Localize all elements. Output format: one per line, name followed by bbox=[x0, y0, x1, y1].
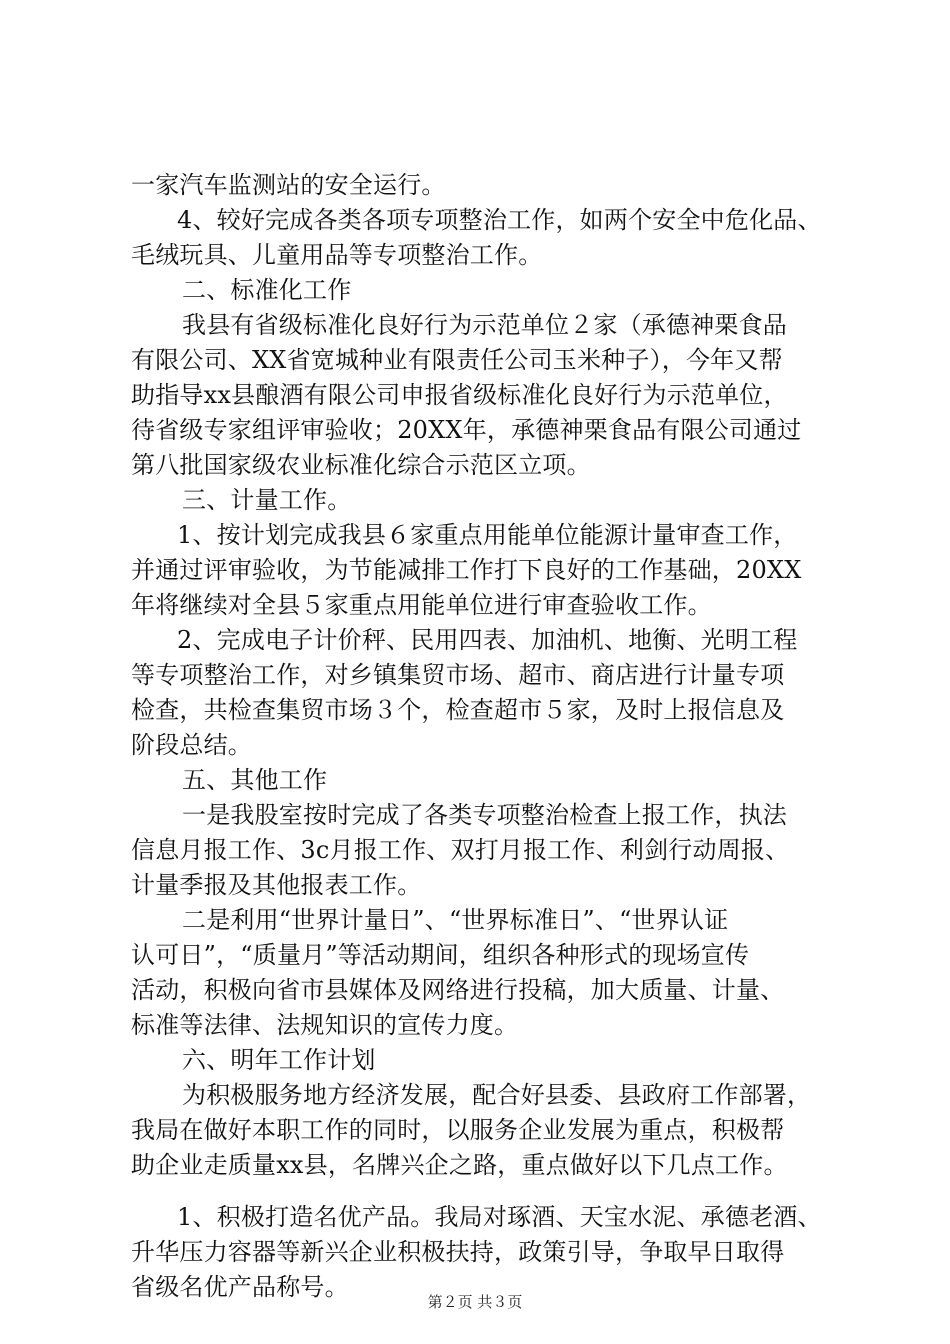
text-line: 一是我股室按时完成了各类专项整治检查上报工作，执法 bbox=[182, 801, 787, 829]
section-heading: 六、明年工作计划 bbox=[182, 1046, 376, 1074]
text-line: 我县有省级标准化良好行为示范单位２家（承德神栗食品 bbox=[182, 311, 787, 339]
text-line: 标准等法律、法规知识的宣传力度。 bbox=[131, 1011, 519, 1039]
text-line: 省级名优产品称号。 bbox=[131, 1273, 349, 1301]
section-heading: 五、其他工作 bbox=[182, 766, 328, 794]
text-line: 1、按计划完成我县６家重点用能单位能源计量审查工作， bbox=[177, 521, 798, 549]
text-line: 信息月报工作、3c月报工作、双打月报工作、利剑行动周报、 bbox=[131, 836, 790, 864]
text-line: 等专项整治工作，对乡镇集贸市场、超市、商店进行计量专项 bbox=[131, 661, 785, 689]
text-line: 年将继续对全县５家重点用能单位进行审查验收工作。 bbox=[131, 591, 712, 619]
text-line: 为积极服务地方经济发展，配合好县委、县政府工作部署， bbox=[182, 1081, 812, 1109]
text-line: 计量季报及其他报表工作。 bbox=[131, 871, 422, 899]
text-line: 4、较好完成各类各项专项整治工作，如两个安全中危化品、 bbox=[177, 206, 822, 234]
text-line: 并通过评审验收，为节能减排工作打下良好的工作基础，20XX bbox=[131, 556, 802, 584]
text-line: 一家汽车监测站的安全运行。 bbox=[131, 171, 446, 199]
text-line: 2、完成电子计价秤、民用四表、加油机、地衡、光明工程 bbox=[177, 626, 798, 654]
text-line: 升华压力容器等新兴企业积极扶持，政策引导，争取早日取得 bbox=[131, 1238, 785, 1266]
page-footer: 第２页 共３页 bbox=[427, 1293, 523, 1311]
text-line: 检查，共检查集贸市场３个，检查超市５家，及时上报信息及 bbox=[131, 696, 785, 724]
text-line: 毛绒玩具、儿童用品等专项整治工作。 bbox=[131, 241, 543, 269]
text-line: 第八批国家级农业标准化综合示范区立项。 bbox=[131, 451, 591, 479]
text-line: 助指导xx县酿酒有限公司申报省级标准化良好行为示范单位， bbox=[131, 381, 788, 409]
text-line: 助企业走质量xx县，名牌兴企之路，重点做好以下几点工作。 bbox=[131, 1151, 788, 1179]
text-line: 有限公司、XX省宽城种业有限责任公司玉米种子），今年又帮 bbox=[131, 346, 783, 374]
text-line: 二是利用“世界计量日”、“世界标准日”、“世界认证 bbox=[182, 906, 729, 934]
text-line: 活动，积极向省市县媒体及网络进行投稿，加大质量、计量、 bbox=[131, 976, 785, 1004]
text-line: 我局在做好本职工作的同时，以服务企业发展为重点，积极帮 bbox=[131, 1116, 785, 1144]
section-heading: 三、计量工作。 bbox=[182, 486, 352, 514]
text-line: 1、积极打造名优产品。我局对琢酒、天宝水泥、承德老酒、 bbox=[177, 1203, 822, 1231]
text-line: 认可日”，“质量月”等活动期间，组织各种形式的现场宣传 bbox=[131, 941, 750, 969]
text-line: 待省级专家组评审验收；20XX年，承德神栗食品有限公司通过 bbox=[131, 416, 802, 444]
section-heading: 二、标准化工作 bbox=[182, 276, 352, 304]
text-line: 阶段总结。 bbox=[131, 731, 252, 759]
